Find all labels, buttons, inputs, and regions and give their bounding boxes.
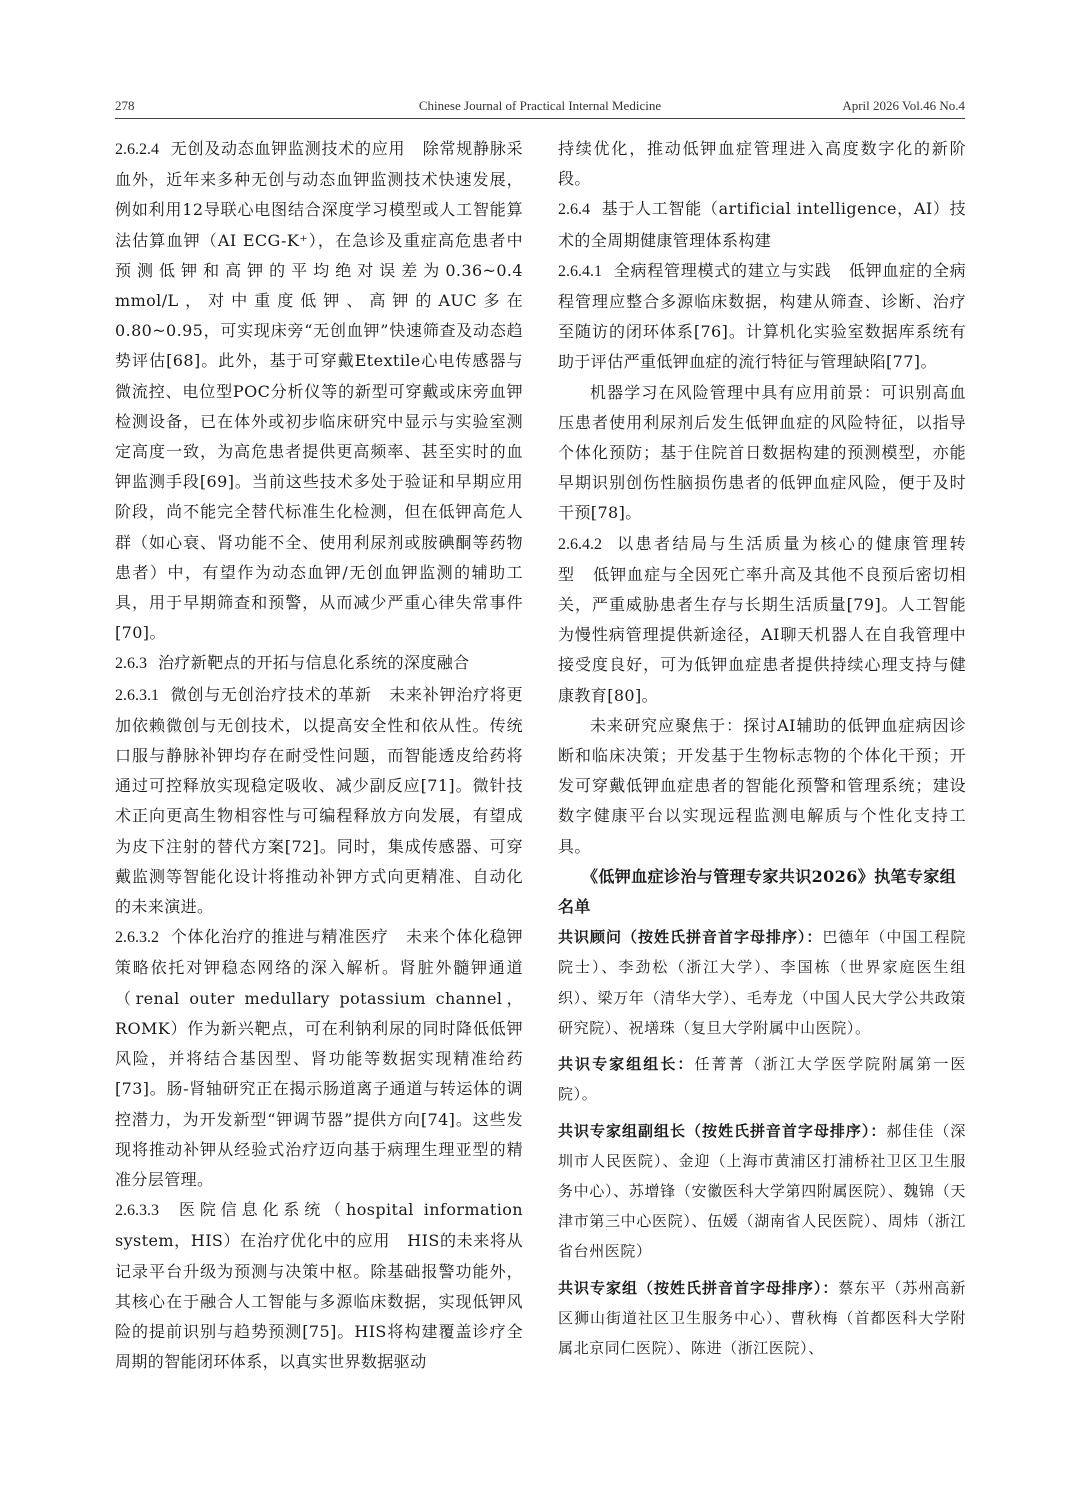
- paragraph: 低钾血症的全病程管理应整合多源临床数据，构建从筛查、诊断、治疗至随访的闭环体系[76]。计算机化实验室数据库系统有助于评估严重低钾血症的流行特征与管理缺陷[77]。: [558, 260, 966, 372]
- vice-leaders: [558, 1116, 966, 1267]
- section-number: 2.6.2.4: [115, 141, 159, 158]
- author-list-title: 《低钾血症诊治与管理专家共识2026》执笔专家组名单: [558, 866, 957, 917]
- section-title: 无创及动态血钾监测技术的应用: [170, 139, 406, 158]
- section-number: 2.6.3.1: [115, 686, 159, 704]
- left-column: [115, 134, 523, 1377]
- section-number: 2.6.4.2: [558, 535, 602, 553]
- section-2631: [115, 680, 523, 923]
- group-leader: [558, 1049, 966, 1109]
- section-number: 2.6.3.2: [115, 929, 159, 947]
- section-title: 微创与无创治疗技术的革新: [170, 684, 372, 704]
- section-2642: [558, 529, 966, 711]
- paragraph: 低钾血症与全因死亡率升高及其他不良预后密切相关，严重威胁患者生存与长期生活质量[79]。人工智能为慢性病管理提供新途径，AI聊天机器人在自我管理中接受度良好，可为低钾血症患者提供持续心理支持与健康教育[80]。: [558, 564, 966, 705]
- section-number: 2.6.3: [115, 655, 147, 673]
- group-names: 蔡东平（苏州高新区狮山街道社区卫生服务中心）、曹秋梅（首都医科大学附属北京同仁医院）、陈进（浙江医院）、: [558, 1278, 966, 1357]
- section-number: 2.6.4: [558, 201, 590, 219]
- section-title: 基于人工智能（artificial intelligence，AI）技术的全周期健康管理体系构建: [558, 199, 966, 250]
- paragraph: 未来个体化稳钾策略依托对钾稳态网络的深入解析。肾脏外髓钾通道（renal outer medullary potassium channel，ROMK）作为新兴靶点，可在利钠利尿的同时降低低钾风险，并将结合基因型、肾功能等数据实现精准给药[73]。肠-肾轴研究正在揭示肠道离子通道与转运体的调控潜力，为开发新型“钾调节器”提供方向[74]。这些发现将推动补钾从经验式治疗迈向基于病理生理亚型的精准分层管理。: [115, 927, 523, 1189]
- section-263: [115, 648, 523, 679]
- leader-names: 任菁菁（浙江大学医学院附属第一医院）。: [558, 1055, 966, 1104]
- running-header: [115, 96, 965, 119]
- expert-group: [558, 1273, 966, 1364]
- paragraph: HIS的未来将从记录平台升级为预测与决策中枢。除基础报警功能外，其核心在于融合人工智能与多源临床数据，实现低钾风险的提前识别与趋势预测[75]。HIS将构建覆盖诊疗全周期的智能闭环体系，以真实世界数据驱动: [115, 1231, 523, 1372]
- section-2641: [558, 256, 966, 378]
- journal-name: Chinese Journal of Practical Internal Medicine: [418, 98, 662, 113]
- section-title: 治疗新靶点的开拓与信息化系统的深度融合: [157, 653, 470, 673]
- vice-label: 共识专家组副组长（按姓氏拼音首字母排序）：: [558, 1121, 887, 1140]
- leader-label: 共识专家组组长：: [558, 1055, 695, 1074]
- issue-info: April 2026 Vol.46 No.4: [842, 98, 965, 113]
- vice-names: 郝佳佳（深圳市人民医院）、金迎（上海市黄浦区打浦桥社卫区卫生服务中心）、苏增锋（安徽医科大学第四附属医院）、魏锦（天津市第三中心医院）、伍媛（湖南省人民医院）、周炜（浙江省台州医院）: [558, 1121, 966, 1261]
- paragraph: 机器学习在风险管理中具有应用前景：可识别高血压患者使用利尿剂后发生低钾血症的风险特征，以指导个体化预防；基于住院首日数据构建的预测模型，亦能早期识别创伤性脑损伤患者的低钾血症风险，便于及时干预[78]。: [558, 382, 966, 523]
- continued-paragraph: 持续优化，推动低钾血症管理进入高度数字化的新阶段。: [558, 139, 966, 189]
- paragraph: 未来研究应聚焦于：探讨AI辅助的低钾血症病因诊断和临床决策；开发基于生物标志物的个体化干预；开发可穿戴低钾血症患者的智能化预警和管理系统；建设数字健康平台以实现远程监测电解质与个性化支持工具。: [558, 715, 966, 856]
- section-2633: [115, 1195, 523, 1377]
- advisors-label: 共识顾问（按姓氏拼音首字母排序）：: [558, 928, 823, 947]
- paragraph: 未来补钾治疗将更加依赖微创与无创技术，以提高安全性和依从性。传统口服与静脉补钾均存在耐受性问题，而智能透皮给药将通过可控释放实现稳定吸收、减少副反应[71]。微针技术正向更高生物相容性与可编程释放方向发展，有望成为皮下注射的替代方案[72]。同时，集成传感器、可穿戴监测等智能化设计将推动补钾方式向更精准、自动化的未来演进。: [115, 684, 523, 917]
- section-number: 2.6.3.3: [115, 1202, 159, 1220]
- page-number: 278: [115, 98, 135, 113]
- group-label: 共识专家组（按姓氏拼音首字母排序）：: [558, 1278, 839, 1297]
- advisors-names: 巴德年（中国工程院院士）、李劲松（浙江大学）、李国栋（世界家庭医生组织）、梁万年（清华大学）、毛寿龙（中国人民大学公共政策研究院）、祝墡珠（复旦大学附属中山医院）。: [558, 928, 967, 1037]
- paragraph: 除常规静脉采血外，近年来多种无创与动态血钾监测技术快速发展，例如利用12导联心电图结合深度学习模型或人工智能算法估算血钾（AI ECG-K⁺），在急诊及重症高危患者中预测低钾和高钾的平均绝对误差为0.36~0.4 mmol/L，对中重度低钾、高钾的AUC多在0.80~0.95，可实现床旁“无创血钾”快速筛查及动态趋势评估[68]。此外，基于可穿戴Etextile心电传感器与微流控、电位型POC分析仪等的新型可穿戴或床旁血钾检测设备，已在体外或初步临床研究中显示与实验室测定高度一致，为高危患者提供更高频率、甚至实时的血钾监测手段[69]。当前这些技术多处于验证和早期应用阶段，尚不能完全替代标准生化检测，但在低钾高危人群（如心衰、肾功能不全、使用利尿剂或胺碘酮等药物患者）中，有望作为动态血钾/无创血钾监测的辅助工具，用于早期筛查和预警，从而减少严重心律失常事件[70]。: [115, 139, 523, 643]
- section-title: 全病程管理模式的建立与实践: [613, 260, 832, 280]
- section-2632: [115, 922, 523, 1195]
- right-column: [558, 134, 966, 1363]
- section-title: 个体化治疗的推进与精准医疗: [170, 927, 389, 947]
- section-title: 以患者结局与生活质量为核心的健康管理转型: [558, 533, 966, 584]
- section-number: 2.6.4.1: [558, 262, 602, 280]
- section-264: [558, 194, 966, 255]
- section-2624: [115, 134, 523, 648]
- advisors: [558, 922, 966, 1043]
- section-title: 医院信息化系统（hospital information system，HIS）在治疗优化中的应用: [115, 1200, 523, 1251]
